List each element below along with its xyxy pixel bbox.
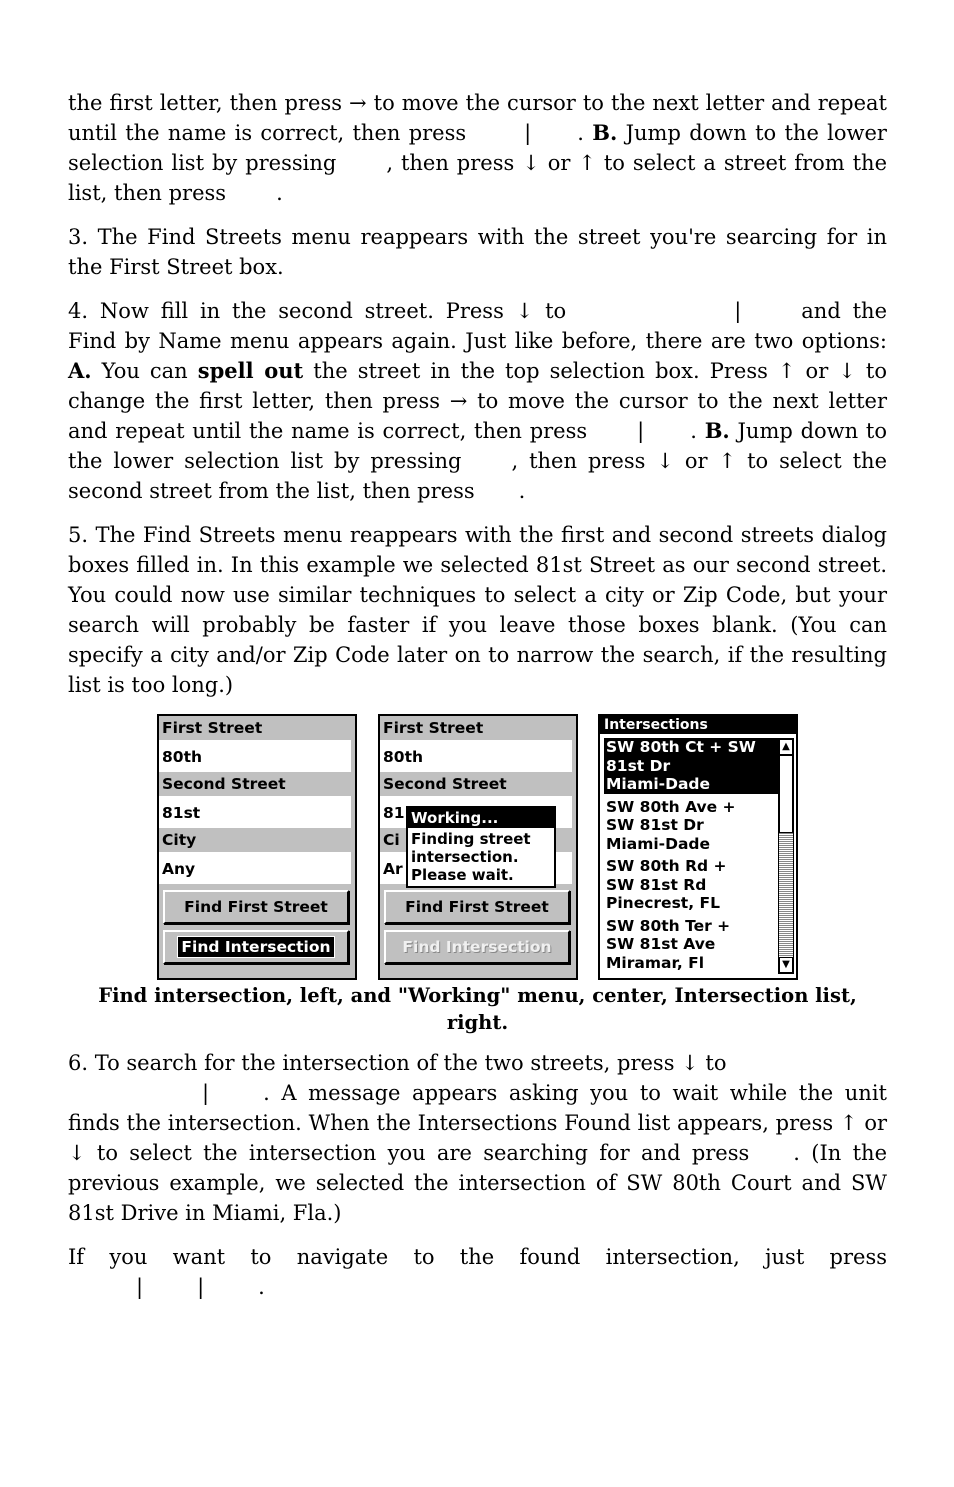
list-item[interactable]: SW 80th Ter + SW 81st Ave Miramar, Fl (606, 916, 731, 972)
first-street-field[interactable]: 80th (380, 740, 572, 772)
manual-page (68, 88, 887, 1316)
list-item[interactable]: SW 80th Ct + SW 81st Dr Miami-Dade (604, 738, 780, 794)
city-field[interactable]: Any (159, 852, 351, 884)
first-street-label: First Street (383, 719, 484, 737)
working-screen (378, 714, 578, 980)
figure-screens (68, 714, 887, 982)
intersections-list-screen (598, 714, 798, 980)
find-intersection-button[interactable]: Find Intersection (163, 930, 349, 964)
find-first-street-button[interactable]: Find First Street (384, 890, 570, 924)
paragraph-7: If you want to navigate to the found intersection, just press (68, 1245, 887, 1269)
first-street-label: First Street (162, 719, 263, 737)
list-item[interactable]: SW 80th Ave + SW 81st Dr Miami-Dade (606, 797, 736, 853)
paragraph-3: 3. The Find Streets menu reappears with the street you're searcing for in the First Street box. (68, 225, 887, 279)
working-popup (406, 806, 556, 888)
city-field[interactable]: Ar (380, 852, 572, 884)
second-street-field[interactable]: 81 (380, 796, 572, 828)
popup-title: Working... (408, 808, 554, 828)
scroll-up-icon[interactable]: ▲ (779, 739, 793, 755)
second-street-label: Second Street (383, 775, 507, 793)
paragraph-6: 6. To search for the intersection of the two streets, press ↓ to | . A message appears asking you to wait while the unit finds the intersection. When the Intersections Found list appears, press ↑ or ↓ to select the intersection you are searching for and press . (In the previous example, we selected the intersection of SW 80th Court and SW 81st Drive in Miami, Fla.) (68, 1051, 887, 1225)
paragraph-7-keys: | | . (136, 1275, 265, 1299)
find-intersection-screen (157, 714, 357, 980)
find-intersection-button-disabled: Find Intersection (384, 930, 570, 964)
paragraph-1: the first letter, then press → to move the cursor to the next letter and repeat until the name is correct, then press | . B. Jump down to the lower selection list by pressing , then press ↓ or ↑ to select a street from the list, then press . (68, 91, 887, 205)
popup-message: Finding street intersection. Please wait. (411, 830, 531, 884)
paragraph-5: 5. The Find Streets menu reappears with the first and second streets dialog boxes filled in. In this example we selected 81st Street as our second street. You could now use similar techniques to select a city or Zip Code, but your search will probably be faster if you leave those boxes blank. (You can specify a city and/or Zip Code later on to narrow the search, if the resulting list is too long.) (68, 523, 887, 697)
second-street-field[interactable]: 81st (159, 796, 351, 828)
find-first-street-button[interactable]: Find First Street (163, 890, 349, 924)
second-street-label: Second Street (162, 775, 286, 793)
city-label: Ci (383, 831, 400, 849)
scrollbar-thumb[interactable] (779, 755, 793, 833)
intersections-title: Intersections (600, 716, 796, 734)
first-street-field[interactable]: 80th (159, 740, 351, 772)
list-scrollbar[interactable] (778, 738, 794, 974)
paragraph-4: 4. Now fill in the second street. Press ↓ to | and the Find by Name menu appears again. Just like before, there are two options: A. You can spell out the street in the top selection box. Press ↑ or ↓ to change the first letter, then press → to move the cursor to the next letter and repeat until the name is correct, then press | . B. Jump down to the lower selection list by pressing , then press ↓ or ↑ to select the second street from the list, then press . (68, 299, 887, 503)
scroll-down-icon[interactable]: ▼ (779, 957, 793, 973)
intersections-list (604, 738, 780, 972)
figure-caption: Find intersection, left, and "Working" menu, center, Intersection list, right. (98, 984, 857, 1034)
list-item[interactable]: SW 80th Rd + SW 81st Rd Pinecrest, FL (606, 857, 727, 912)
city-label: City (162, 831, 197, 849)
